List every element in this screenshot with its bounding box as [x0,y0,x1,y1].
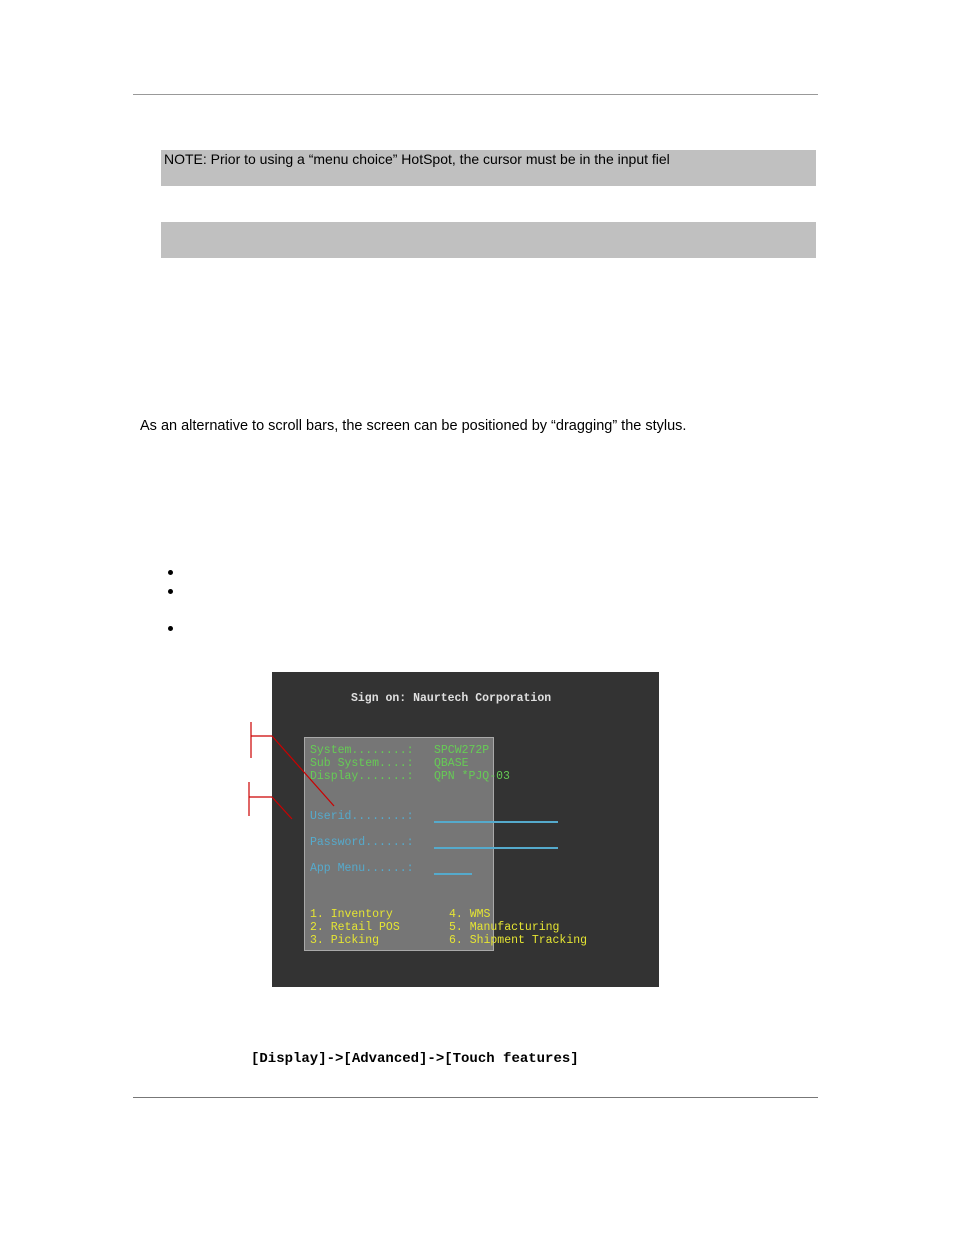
terminal-title: Sign on: Naurtech Corporation [351,692,552,705]
system-value: SPCW272P [434,744,490,757]
callout-pointer [272,797,292,819]
menu-option[interactable]: 2. Retail POS [310,921,400,934]
menu-option[interactable]: 5. Manufacturing [449,921,560,934]
bullet-item [166,584,176,594]
subsystem-label: Sub System....: [310,757,414,770]
note-text: NOTE: Prior to using a “menu choice” HotSpot, the cursor must be in the input fiel [164,151,670,167]
app-menu-input[interactable] [434,873,472,875]
menu-option[interactable]: 1. Inventory [310,908,393,921]
menu-option[interactable]: 3. Picking [310,934,380,947]
userid-label: Userid........: [310,810,414,823]
footer-rule [133,1097,818,1098]
password-label: Password......: [310,836,414,849]
settings-menu-path: [Display]->[Advanced]->[Touch features] [251,1051,579,1067]
callout-lines [246,720,366,850]
display-value: QPN *PJQ-03 [434,770,510,783]
bullet-item [166,565,176,575]
password-input[interactable] [434,847,558,849]
note-box [161,150,816,186]
note-box-secondary [161,222,816,258]
system-label: System........: [310,744,414,757]
app-menu-label: App Menu......: [310,862,414,875]
display-label: Display.......: [310,770,414,783]
menu-option[interactable]: 4. WMS [449,908,491,921]
subsystem-value: QBASE [434,757,469,770]
callout-pointer [272,736,334,806]
scroll-paragraph: As an alternative to scroll bars, the screen can be positioned by “dragging” the stylus. [140,418,687,434]
userid-input[interactable] [434,821,558,823]
bullet-item [166,621,176,631]
header-rule [133,94,818,95]
menu-option[interactable]: 6. Shipment Tracking [449,934,588,947]
